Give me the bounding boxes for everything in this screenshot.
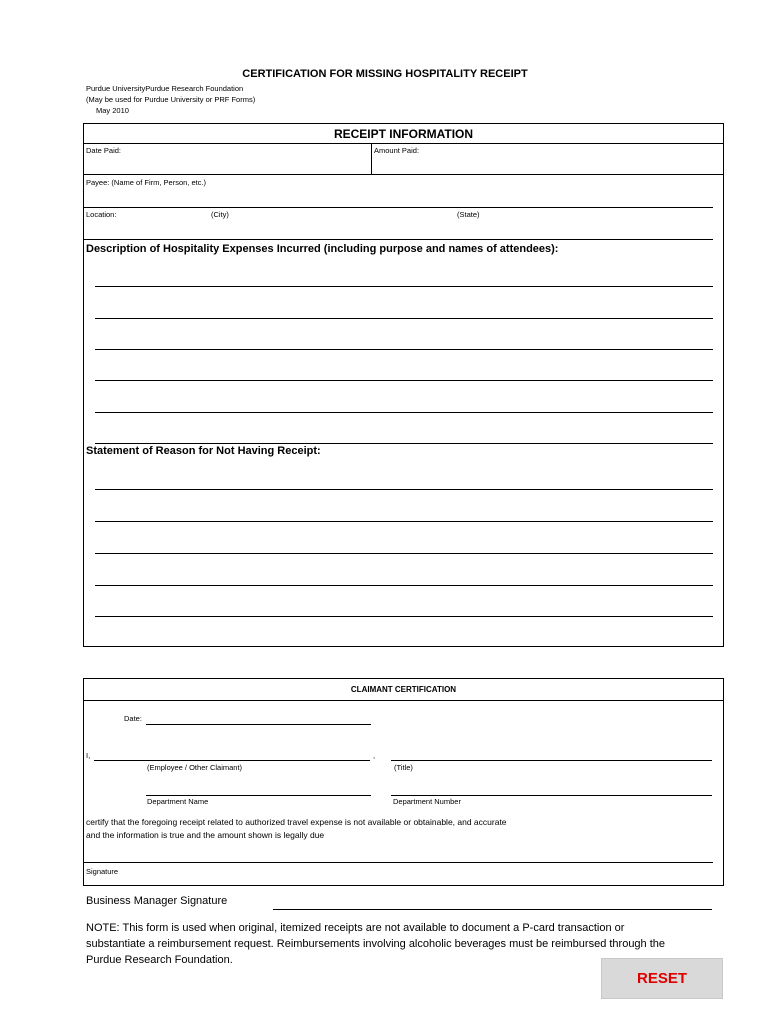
title-line[interactable]	[391, 760, 712, 761]
reset-button[interactable]: RESET	[601, 958, 723, 999]
business-manager-signature-line[interactable]	[273, 909, 712, 910]
org-name: Purdue UniversityPurdue Research Foundation	[86, 84, 244, 93]
receipt-information-box	[83, 123, 724, 647]
reason-line[interactable]	[95, 521, 713, 522]
description-line[interactable]	[95, 380, 713, 381]
form-date: May 2010	[96, 106, 129, 115]
department-number-line[interactable]	[391, 795, 712, 796]
form-note: NOTE: This form is used when original, itemized receipts are not available to document a P-card transaction or substantiate a reimbursement request. Reimbursements involving alcoholic beverages must be reimbursed through the Purdue Research Foundation.	[86, 922, 666, 966]
description-title: Description of Hospitality Expenses Incurred (including purpose and names of attendees):	[86, 243, 559, 255]
certification-statement-line1: certify that the foregoing receipt related to authorized travel expense is not available or obtainable, and accurate	[86, 817, 507, 827]
description-line[interactable]	[95, 318, 713, 319]
reason-title: Statement of Reason for Not Having Receipt:	[86, 445, 321, 457]
signature-label: Signature	[86, 867, 119, 876]
description-line[interactable]	[95, 412, 713, 413]
location-line	[84, 239, 713, 240]
date-paid-field[interactable]	[86, 158, 366, 171]
claimant-date-line[interactable]	[146, 724, 371, 725]
business-manager-signature-label: Business Manager Signature	[86, 895, 228, 907]
amount-paid-field[interactable]	[374, 158, 714, 171]
date-paid-label: Date Paid:	[86, 146, 122, 155]
description-line[interactable]	[95, 286, 713, 287]
location-label: Location:	[86, 210, 117, 219]
employee-name-line[interactable]	[94, 760, 370, 761]
claimant-date-label: Date:	[124, 714, 142, 723]
city-label: (City)	[211, 210, 229, 219]
certification-statement-line2: and the information is true and the amount shown is legally due	[86, 830, 325, 840]
reason-line[interactable]	[95, 489, 713, 490]
title-label: (Title)	[394, 763, 413, 772]
employee-claimant-label: (Employee / Other Claimant)	[147, 763, 243, 772]
form-title: CERTIFICATION FOR MISSING HOSPITALITY RECEIPT	[242, 68, 528, 80]
reason-line[interactable]	[95, 585, 713, 586]
description-line[interactable]	[95, 443, 713, 444]
claimant-certification-box	[83, 678, 724, 886]
department-name-line[interactable]	[146, 795, 371, 796]
description-line[interactable]	[95, 349, 713, 350]
payee-line	[84, 207, 713, 208]
row-divider	[84, 174, 723, 175]
department-number-label: Department Number	[393, 797, 461, 806]
receipt-information-header: RECEIPT INFORMATION	[333, 127, 474, 141]
payee-label: Payee: (Name of Firm, Person, etc.)	[86, 178, 207, 187]
state-label: (State)	[457, 210, 480, 219]
org-usage-note: (May be used for Purdue University or PRF Forms)	[86, 95, 256, 104]
location-field[interactable]	[86, 222, 706, 235]
amount-paid-label: Amount Paid:	[374, 146, 420, 155]
signature-line[interactable]	[84, 862, 713, 863]
reason-line[interactable]	[95, 616, 713, 617]
claimant-header-divider	[84, 700, 723, 701]
date-amount-divider	[371, 143, 372, 174]
reason-line[interactable]	[95, 553, 713, 554]
comma-label: ,	[373, 751, 376, 760]
claimant-certification-header: CLAIMANT CERTIFICATION	[350, 685, 457, 694]
claimant-i-label: I,	[86, 751, 91, 760]
department-name-label: Department Name	[147, 797, 209, 806]
payee-field[interactable]	[86, 190, 706, 203]
header-divider	[84, 143, 723, 144]
